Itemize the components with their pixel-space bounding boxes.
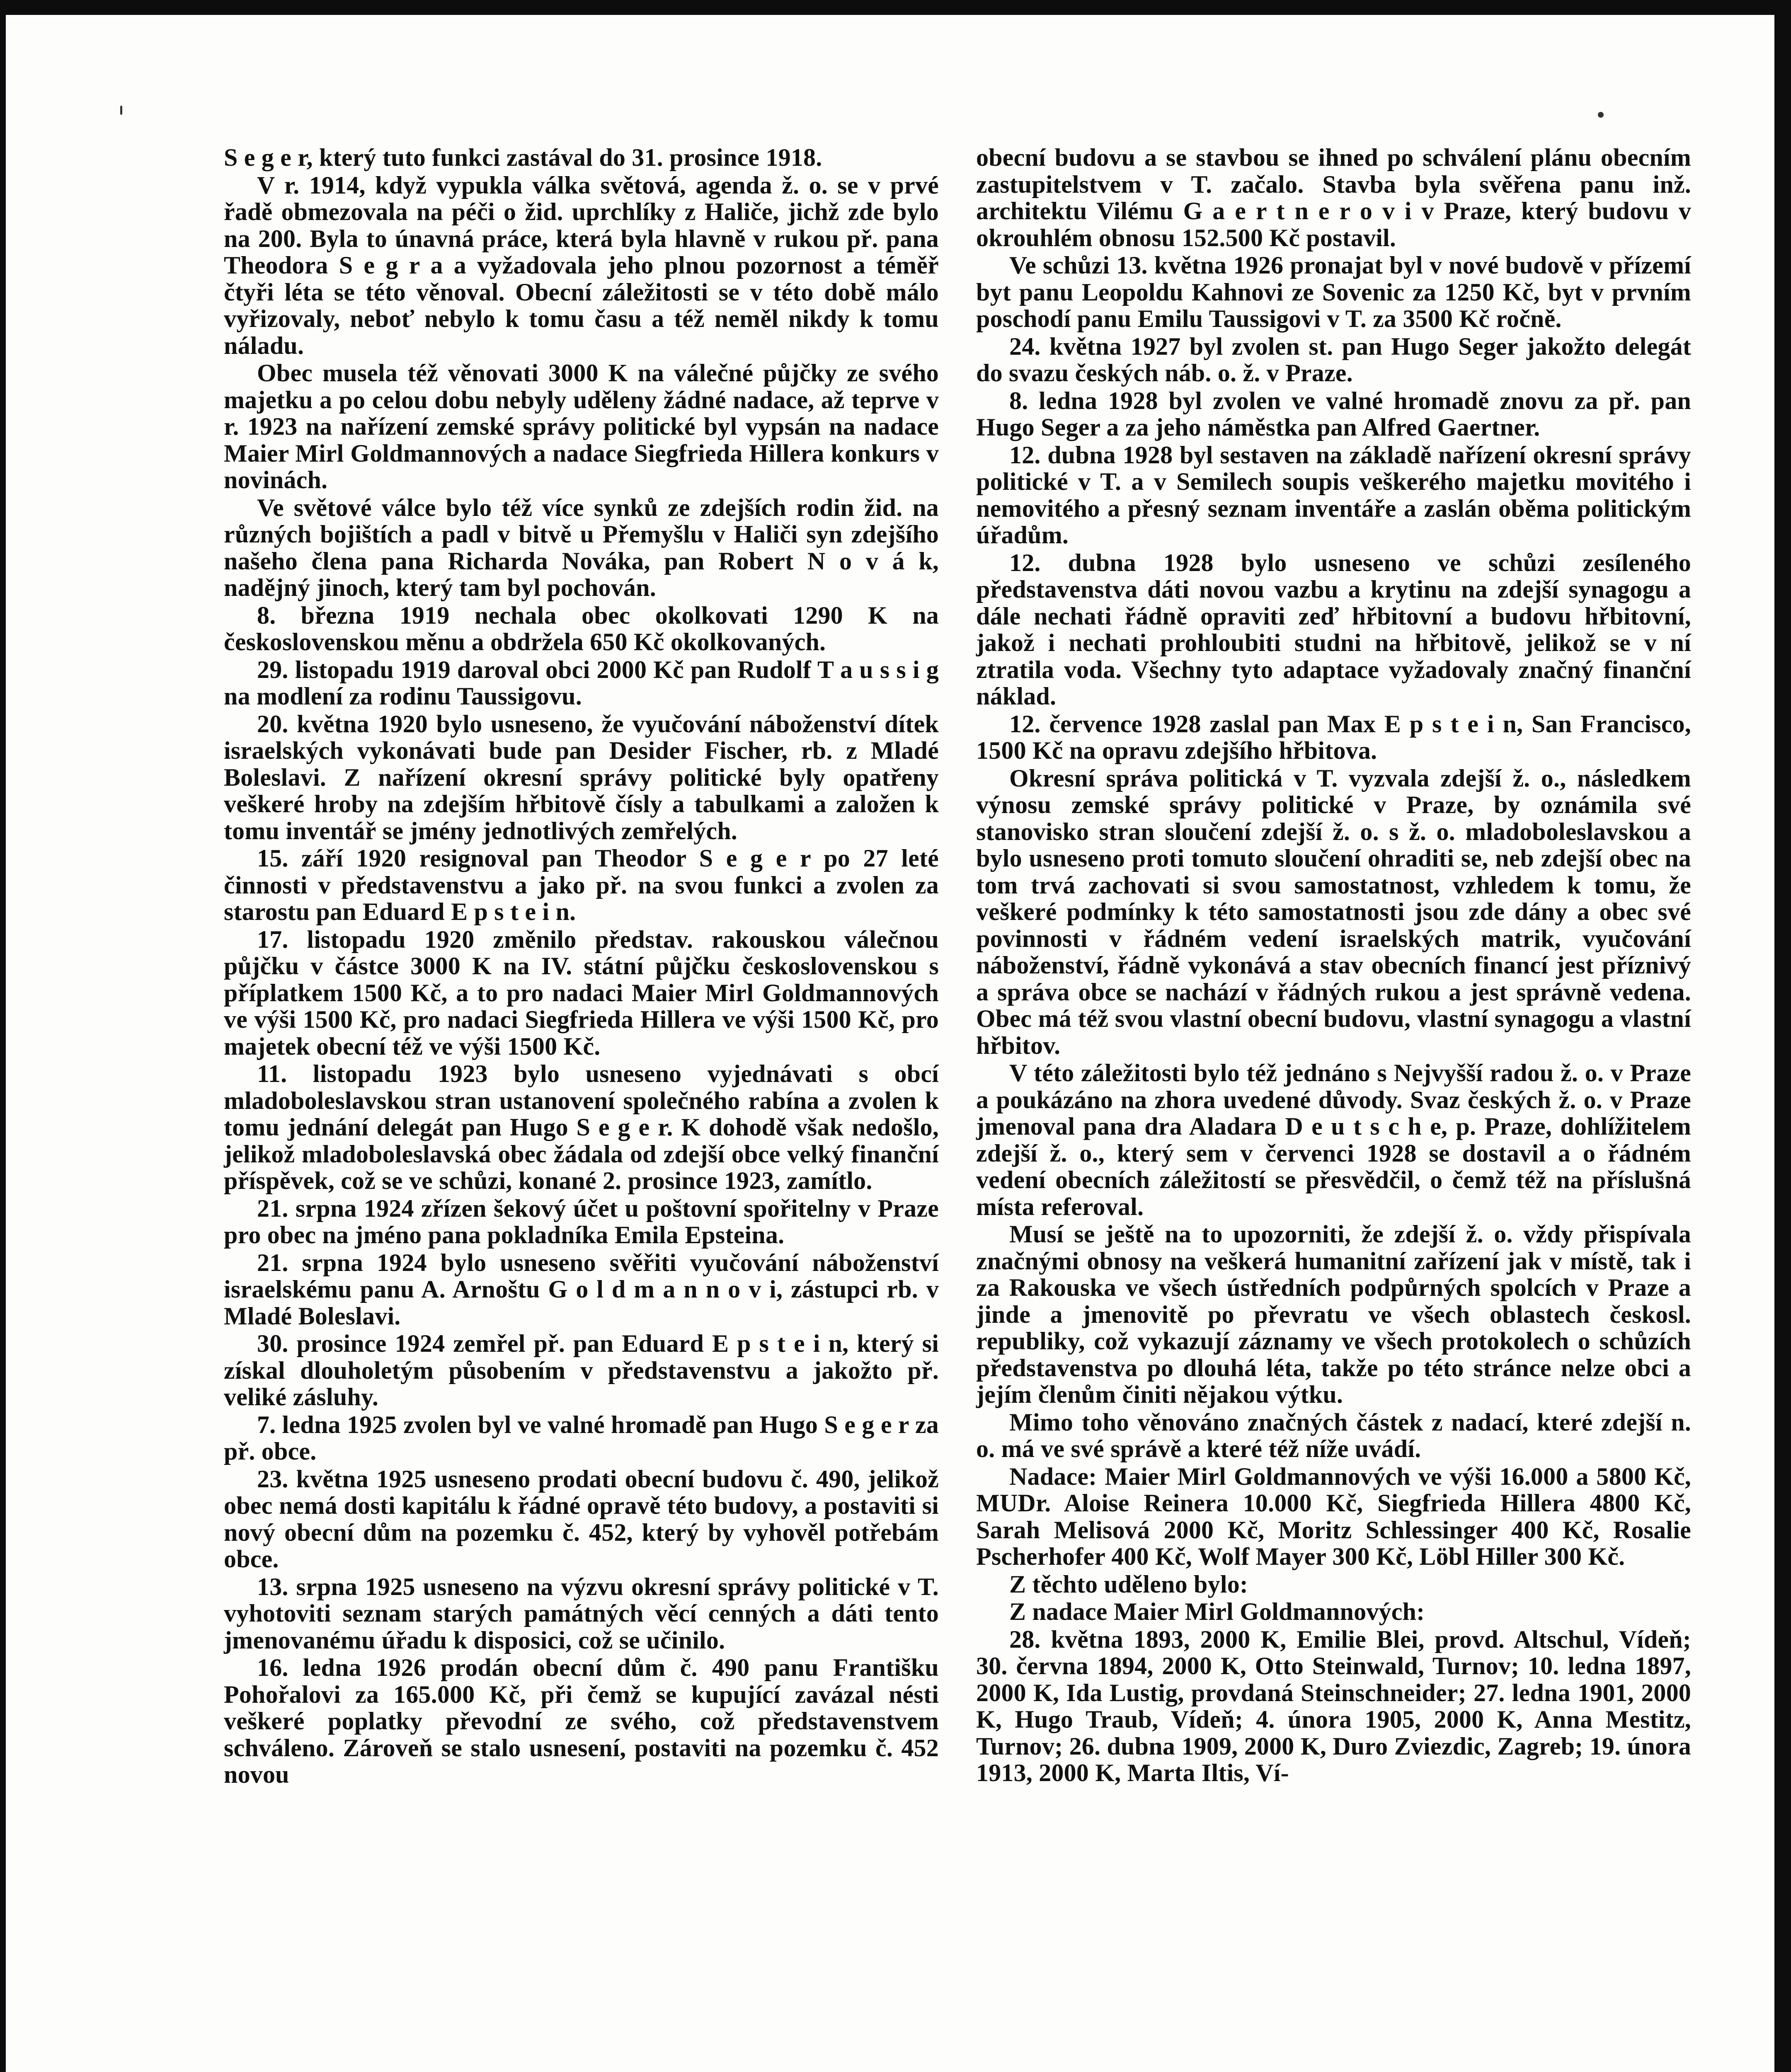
paragraph: 21. srpna 1924 zřízen šekový účet u poštovní spořitelny v Praze pro obec na jméno pana pokladníka Emila Epsteina. <box>224 1194 939 1249</box>
paragraph: 12. dubna 1928 byl sestaven na základě nařízení okresní správy politické v T. a v Semilech soupis veškerého majetku movitého i nemovitého a přesný seznam inventáře a zaslán oběma politickým úřadům. <box>976 441 1691 549</box>
paragraph: 30. prosince 1924 zemřel př. pan Eduard E p s t e i n, který si získal dlouholetým působením v představenstvu a jakožto př. veliké zásluhy. <box>224 1330 939 1411</box>
paragraph: 20. května 1920 bylo usneseno, že vyučování náboženství dítek israelských vykonávati bude pan Desider Fischer, rb. z Mladé Boleslavi. Z nařízení okresní správy politické byly opatřeny veškeré hroby na zdejším hřbitově čísly a tabulkami a založen k tomu inventář se jmény jednotlivých zemřelých. <box>224 710 939 845</box>
paragraph: 7. ledna 1925 zvolen byl ve valné hromadě pan Hugo S e g e r za př. obce. <box>224 1411 939 1465</box>
paragraph: 8. ledna 1928 byl zvolen ve valné hromadě znovu za př. pan Hugo Seger a za jeho náměstka pan Alfred Gaertner. <box>976 387 1691 441</box>
paragraph: 21. srpna 1924 bylo usneseno svěřiti vyučování náboženství israelskému panu A. Arnoštu G o l d m a n n o v i, zástupci rb. v Mladé Boleslavi. <box>224 1249 939 1330</box>
scan-speck <box>1598 112 1604 118</box>
paragraph: Obec musela též věnovati 3000 K na válečné půjčky ze svého majetku a po celou dobu nebyly uděleny žádné nadace, až teprve v r. 1923 na nařízení zemské správy politické byl vypsán na nadace Maier Mirl Goldmannových a nadace Siegfrieda Hillera konkurs v novinách. <box>224 359 939 494</box>
paragraph: 23. května 1925 usneseno prodati obecní budovu č. 490, jelikož obec nemá dosti kapitálu k řádné opravě této budovy, a postaviti si nový obecní dům na pozemku č. 452, který by vyhověl potřebám obce. <box>224 1465 939 1573</box>
paragraph: V této záležitosti bylo též jednáno s Nejvyšší radou ž. o. v Praze a poukázáno na zhora uvedené důvody. Svaz českých ž. o. v Praze jmenoval pana dra Aladara D e u t s c h e, p. Praze, dohlížitelem zdejší ž. o., který sem v červenci 1928 se dostavil a o řádném vedení obecních záležitostí se přesvědčil, o čemž též na příslušná místa referoval. <box>976 1059 1691 1220</box>
paragraph: Musí se ještě na to upozorniti, že zdejší ž. o. vždy přispívala značnými obnosy na veškerá humanitní zařízení jak v místě, tak i za Rakouska ve všech ústředních podpůrných spolcích v Praze a jinde a jmenovitě po převratu ve všech oblastech českosl. republiky, což vykazují záznamy ve všech protokolech o schůzích představenstva po dlouhá léta, takže po této stránce nelze obci a jejím členům činiti nějakou výtku. <box>976 1220 1691 1408</box>
right-column <box>976 144 1691 1787</box>
paragraph: obecní budovu a se stavbou se ihned po schválení plánu obecním zastupitelstvem v T. začalo. Stavba byla svěřena panu inž. architektu Vilému G a e r t n e r o v i v Praze, který budovu v okrouhlém obnosu 152.500 Kč postavil. <box>976 144 1691 252</box>
paragraph: 17. listopadu 1920 změnilo představ. rakouskou válečnou půjčku v částce 3000 K na IV. státní půjčku československou s příplatkem 1500 Kč, a to pro nadaci Maier Mirl Goldmannových ve výši 1500 Kč, pro nadaci Siegfrieda Hillera ve výši 1500 Kč, pro majetek obecní též ve výši 1500 Kč. <box>224 925 939 1060</box>
scan-border-top <box>0 0 1791 15</box>
paragraph: 11. listopadu 1923 bylo usneseno vyjednávati s obcí mladoboleslavskou stran ustanovení společného rabína a zvolen k tomu jednání delegát pan Hugo S e g e r. K dohodě však nedošlo, jelikož mladoboleslavská obec žádala od zdejší obce velký finanční příspěvek, což se ve schůzi, konané 2. prosince 1923, zamítlo. <box>224 1060 939 1194</box>
paragraph: Mimo toho věnováno značných částek z nadací, které zdejší n. o. má ve své správě a které též níže uvádí. <box>976 1408 1691 1462</box>
paragraph: Z nadace Maier Mirl Goldmannových: <box>1009 1598 1425 1625</box>
paragraph: V r. 1914, když vypukla válka světová, agenda ž. o. se v prvé řadě obmezovala na péči o žid. uprchlíky z Haliče, jichž zde bylo na 200. Byla to únavná práce, která byla hlavně v rukou př. pana Theodora S e g r a a vyžadovala jeho plnou pozornost a téměř čtyři léta se této věnoval. Obecní záležitosti se v této době málo vyřizovaly, neboť nebylo k tomu času a též neměl nikdy k tomu náladu. <box>224 171 939 359</box>
paragraph: 13. srpna 1925 usneseno na výzvu okresní správy politické v T. vyhotoviti seznam starých památných věcí cenných a dáti tento jmenovanému úřadu k disposici, což se učinilo. <box>224 1573 939 1654</box>
paragraph: Z těchto uděleno bylo: <box>1009 1570 1248 1598</box>
scan-border-right <box>1774 0 1791 2072</box>
paragraph: 24. května 1927 byl zvolen st. pan Hugo Seger jakožto delegát do svazu českých náb. o. ž. v Praze. <box>976 332 1691 387</box>
paragraph: 12. dubna 1928 bylo usneseno ve schůzi zesíleného představenstva dáti novou vazbu a krytinu na zdejší synagogu a dále nechati řádně opraviti zeď hřbitovní a budovu hřbitovní, jakož i nechati prohloubiti studni na hřbitově, jelikož se v ní ztratila voda. Všechny tyto adaptace vyžadovaly značný finanční náklad. <box>976 549 1691 710</box>
paragraph: Ve schůzi 13. května 1926 pronajat byl v nové budově v přízemí byt panu Leopoldu Kahnovi ze Sovenic za 1250 Kč, byt v prvním poschodí panu Emilu Taussigovi v T. za 3500 Kč ročně. <box>976 252 1691 332</box>
paragraph: Nadace: Maier Mirl Goldmannových ve výši 16.000 a 5800 Kč, MUDr. Aloise Reinera 10.000 Kč, Siegfrieda Hillera 4800 Kč, Sarah Melisová 2000 Kč, Moritz Schlessinger 400 Kč, Rosalie Pscherhofer 400 Kč, Wolf Mayer 300 Kč, Löbl Hiller 300 Kč. <box>976 1462 1691 1570</box>
paragraph: 16. ledna 1926 prodán obecní dům č. 490 panu Františku Pohořalovi za 165.000 Kč, při čemž se kupující zavázal nésti veškeré poplatky převodní ze svého, což představenstvem schváleno. Zároveň se stalo usnesení, postaviti na pozemku č. 452 novou <box>224 1654 939 1788</box>
paragraph: 12. července 1928 zaslal pan Max E p s t e i n, San Francisco, 1500 Kč na opravu zdejšího hřbitova. <box>976 710 1691 764</box>
paragraph: 29. listopadu 1919 daroval obci 2000 Kč pan Rudolf T a u s s i g na modlení za rodinu Taussigovu. <box>224 656 939 710</box>
paragraph: 8. března 1919 nechala obec okolkovati 1290 K na československou měnu a obdržela 650 Kč okolkovaných. <box>224 601 939 656</box>
paragraph: Ve světové válce bylo též více synků ze zdejších rodin žid. na různých bojištích a padl v bitvě u Přemyšlu v Haliči syn zdejšího našeho člena pana Richarda Nováka, pan Robert N o v á k, nadějný jinoch, který tam byl pochován. <box>224 494 939 601</box>
scan-speck <box>120 106 122 115</box>
paragraph: 15. září 1920 resignoval pan Theodor S e g e r po 27 leté činnosti v představenstvu a jako př. na svou funkci a zvolen za starostu pan Eduard E p s t e i n. <box>224 845 939 925</box>
paragraph: 28. května 1893, 2000 K, Emilie Blei, provd. Altschul, Vídeň; 30. června 1894, 2000 K, Otto Steinwald, Turnov; 10. ledna 1897, 2000 K, Ida Lustig, provdaná Steinschneider; 27. ledna 1901, 2000 K, Hugo Traub, Vídeň; 4. února 1905, 2000 K, Anna Mestitz, Turnov; 26. dubna 1909, 2000 K, Duro Zviezdic, Zagreb; 19. února 1913, 2000 K, Marta Iltis, Ví- <box>976 1625 1691 1786</box>
paragraph: Okresní správa politická v T. vyzvala zdejší ž. o., následkem výnosu zemské správy politické v Praze, by oznámila své stanovisko stran sloučení zdejší ž. o. s ž. o. mladoboleslavskou a bylo usneseno proti tomuto sloučení ohraditi se, neb zdejší obec na tom trvá zachovati si svou samostatnost, vzhledem k tomu, že veškeré podmínky k této samostatnosti jsou zde dány a obec své povinnosti v řádném vedení israelských matrik, vyučování náboženství, řádně vykonává a stav obecních financí jest příznivý a správa obce se nachází v řádných rukou a jest správně vedena. Obec má též svou vlastní obecní budovu, vlastní synagogu a vlastní hřbitov. <box>976 764 1691 1059</box>
left-column <box>224 144 939 1789</box>
scan-border-left <box>0 0 6 2072</box>
paragraph: S e g e r, který tuto funkci zastával do 31. prosince 1918. <box>224 144 822 171</box>
